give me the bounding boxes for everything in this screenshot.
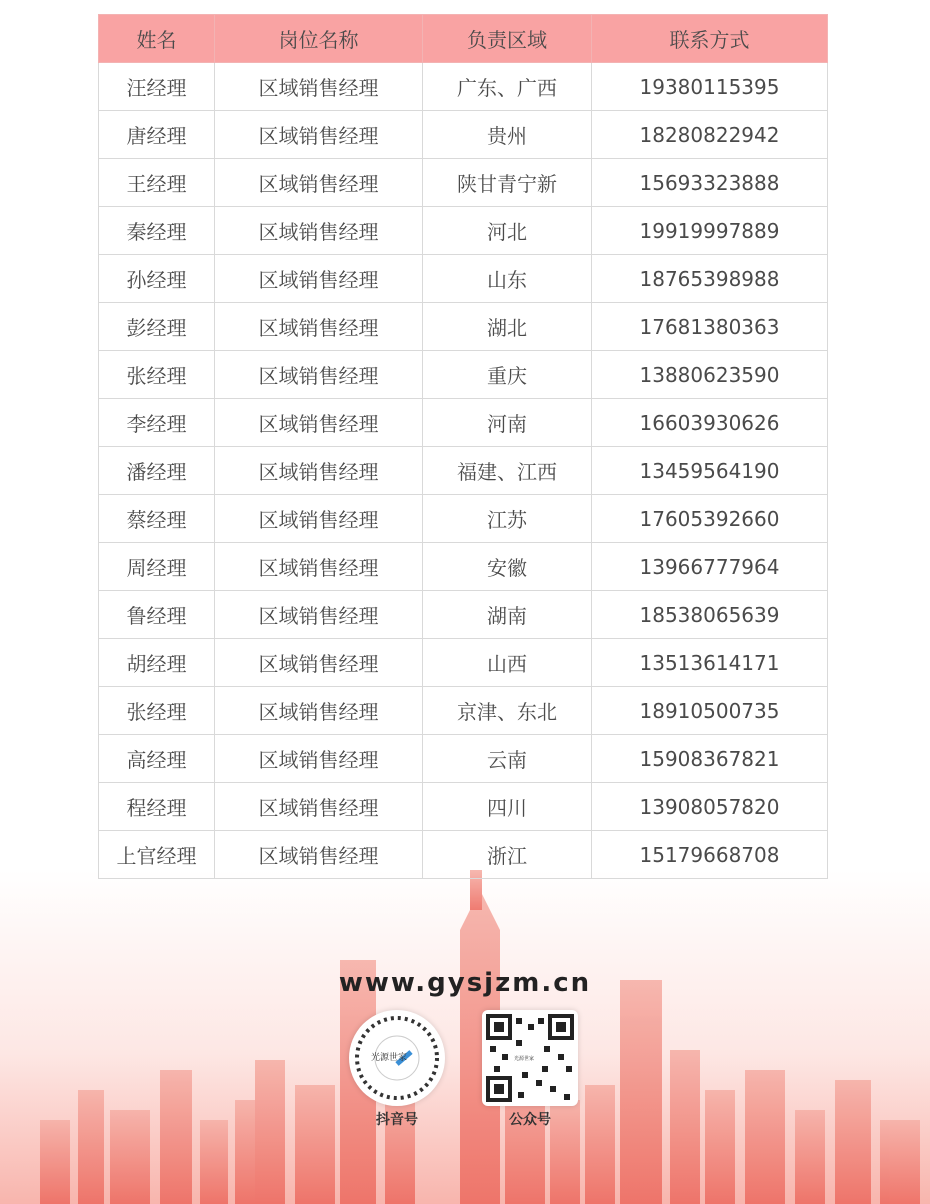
cell-name: 张经理 — [99, 687, 215, 735]
cell-region: 山西 — [423, 639, 592, 687]
header-region: 负责区域 — [423, 15, 592, 63]
cell-region: 贵州 — [423, 111, 592, 159]
cell-position: 区域销售经理 — [215, 63, 423, 111]
cell-position: 区域销售经理 — [215, 831, 423, 879]
table-row — [99, 303, 828, 351]
cell-position: 区域销售经理 — [215, 159, 423, 207]
header-position: 岗位名称 — [215, 15, 423, 63]
contact-table — [98, 14, 828, 879]
douyin-logo-text: 光源世家 — [371, 1053, 408, 1063]
cell-region: 广东、广西 — [423, 63, 592, 111]
cell-position: 区域销售经理 — [215, 495, 423, 543]
cell-position: 区域销售经理 — [215, 687, 423, 735]
cell-phone[interactable]: 15908367821 — [592, 735, 828, 783]
cell-region: 京津、东北 — [423, 687, 592, 735]
cell-phone[interactable]: 15693323888 — [592, 159, 828, 207]
cell-name: 鲁经理 — [99, 591, 215, 639]
cell-phone[interactable]: 13966777964 — [592, 543, 828, 591]
cell-phone[interactable]: 15179668708 — [592, 831, 828, 879]
cell-name: 周经理 — [99, 543, 215, 591]
cell-name: 汪经理 — [99, 63, 215, 111]
table-row — [99, 63, 828, 111]
table-row — [99, 447, 828, 495]
table-row — [99, 831, 828, 879]
header-name: 姓名 — [99, 15, 215, 63]
cell-phone[interactable]: 13880623590 — [592, 351, 828, 399]
cell-region: 陕甘青宁新 — [423, 159, 592, 207]
table-row — [99, 255, 828, 303]
cell-phone[interactable]: 18765398988 — [592, 255, 828, 303]
table-row — [99, 687, 828, 735]
cell-region: 河北 — [423, 207, 592, 255]
contact-table-container — [98, 14, 827, 879]
header-contact: 联系方式 — [592, 15, 828, 63]
cell-region: 河南 — [423, 399, 592, 447]
cell-region: 山东 — [423, 255, 592, 303]
cell-name: 蔡经理 — [99, 495, 215, 543]
cell-position: 区域销售经理 — [215, 543, 423, 591]
table-row — [99, 495, 828, 543]
cell-position: 区域销售经理 — [215, 783, 423, 831]
table-row — [99, 111, 828, 159]
website-url[interactable]: www.gysjzm.cn — [338, 968, 592, 998]
cell-name: 程经理 — [99, 783, 215, 831]
cell-name: 张经理 — [99, 351, 215, 399]
cell-phone[interactable]: 17681380363 — [592, 303, 828, 351]
table-header-row — [99, 15, 828, 63]
cell-position: 区域销售经理 — [215, 591, 423, 639]
cell-region: 江苏 — [423, 495, 592, 543]
cell-name: 潘经理 — [99, 447, 215, 495]
cell-name: 高经理 — [99, 735, 215, 783]
table-row — [99, 591, 828, 639]
table-row — [99, 783, 828, 831]
cell-phone[interactable]: 18910500735 — [592, 687, 828, 735]
cell-position: 区域销售经理 — [215, 207, 423, 255]
cell-region: 福建、江西 — [423, 447, 592, 495]
cell-region: 湖南 — [423, 591, 592, 639]
table-row — [99, 159, 828, 207]
table-row — [99, 735, 828, 783]
cell-phone[interactable]: 13908057820 — [592, 783, 828, 831]
cell-region: 浙江 — [423, 831, 592, 879]
cell-phone[interactable]: 19380115395 — [592, 63, 828, 111]
cell-region: 云南 — [423, 735, 592, 783]
table-row — [99, 351, 828, 399]
cell-position: 区域销售经理 — [215, 111, 423, 159]
table-row — [99, 399, 828, 447]
cell-position: 区域销售经理 — [215, 303, 423, 351]
cell-position: 区域销售经理 — [215, 255, 423, 303]
cell-name: 李经理 — [99, 399, 215, 447]
table-row — [99, 543, 828, 591]
cell-phone[interactable]: 17605392660 — [592, 495, 828, 543]
wechat-label: 公众号 — [509, 1112, 551, 1128]
cell-region: 湖北 — [423, 303, 592, 351]
cell-name: 彭经理 — [99, 303, 215, 351]
wechat-logo-text: 光源世家 — [514, 1056, 535, 1062]
cell-phone[interactable]: 13513614171 — [592, 639, 828, 687]
table-body — [99, 63, 828, 879]
cell-phone[interactable]: 18280822942 — [592, 111, 828, 159]
table-row — [99, 207, 828, 255]
cell-position: 区域销售经理 — [215, 447, 423, 495]
cell-position: 区域销售经理 — [215, 639, 423, 687]
cell-position: 区域销售经理 — [215, 735, 423, 783]
cell-region: 重庆 — [423, 351, 592, 399]
table-row — [99, 639, 828, 687]
cell-phone[interactable]: 13459564190 — [592, 447, 828, 495]
cell-name: 唐经理 — [99, 111, 215, 159]
douyin-label: 抖音号 — [376, 1112, 418, 1128]
cell-name: 王经理 — [99, 159, 215, 207]
city-skyline-illustration — [0, 870, 930, 1204]
cell-phone[interactable]: 18538065639 — [592, 591, 828, 639]
cell-region: 四川 — [423, 783, 592, 831]
cell-phone[interactable]: 16603930626 — [592, 399, 828, 447]
cell-name: 秦经理 — [99, 207, 215, 255]
cell-position: 区域销售经理 — [215, 351, 423, 399]
cell-region: 安徽 — [423, 543, 592, 591]
cell-name: 上官经理 — [99, 831, 215, 879]
cell-position: 区域销售经理 — [215, 399, 423, 447]
cell-name: 胡经理 — [99, 639, 215, 687]
cell-name: 孙经理 — [99, 255, 215, 303]
cell-phone[interactable]: 19919997889 — [592, 207, 828, 255]
